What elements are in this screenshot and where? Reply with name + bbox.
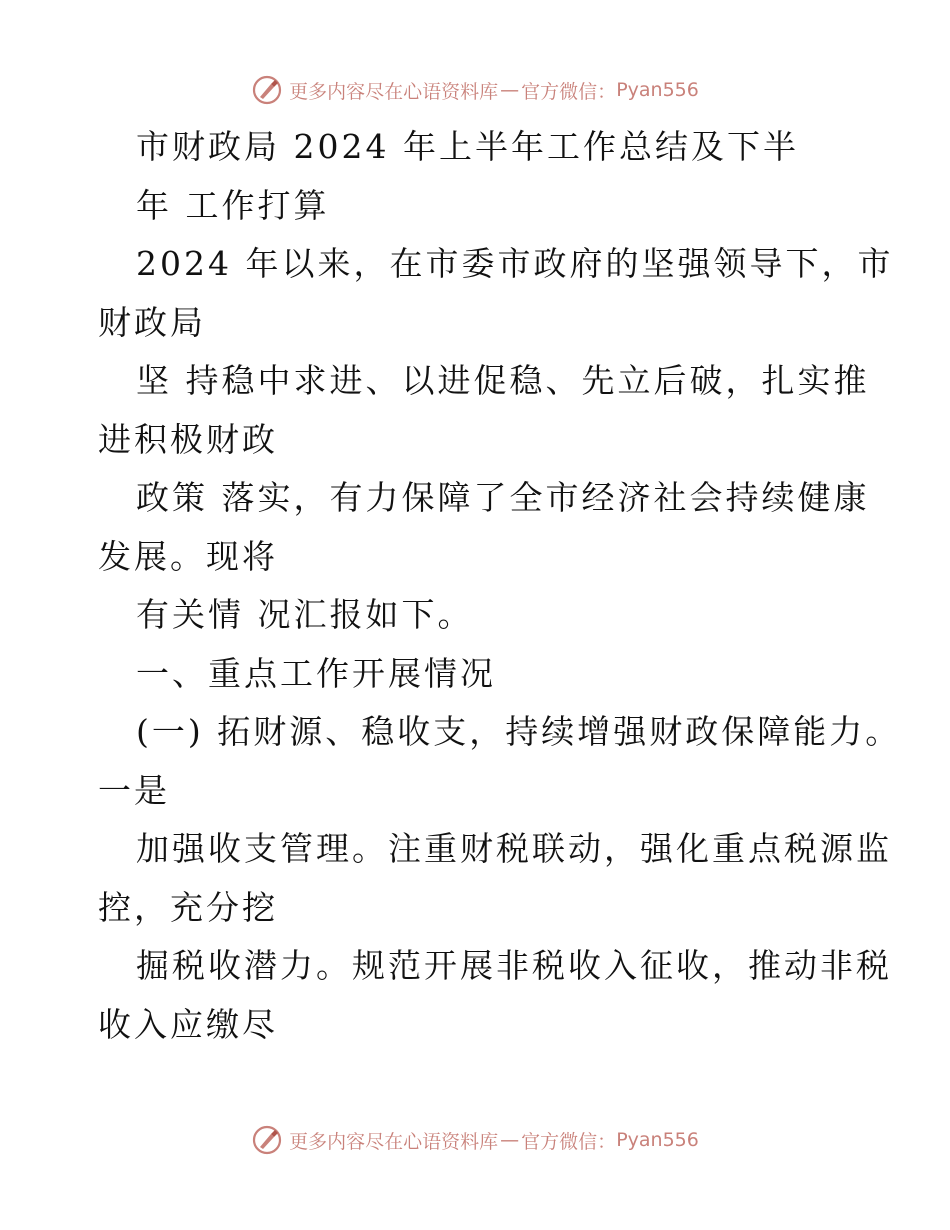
title-line-2: 年 工作打算 (136, 185, 330, 225)
pen-in-circle-logo-icon (251, 74, 283, 106)
watermark-text: 更多内容尽在心语资料库 (289, 1130, 499, 1153)
watermark-brand: Pyan556 (616, 79, 699, 101)
watermark-separator: — (500, 79, 520, 101)
watermark-label: 官方微信： (521, 1130, 617, 1153)
paragraph-line: 政策 落实，有力保障了全市经济社会持续健康 (136, 478, 870, 517)
paragraph-line: 进积极财政 (98, 419, 278, 459)
paragraph-line: 加强收支管理。注重财税联动，强化重点税源监 (136, 829, 892, 868)
pen-in-circle-logo-icon (251, 1124, 283, 1156)
paragraph-line: 一是 (98, 770, 170, 810)
paragraph-line: 有关情 况汇报如下。 (136, 595, 474, 634)
footer-watermark (0, 1120, 950, 1160)
title-line-1: 市财政局 2024 年上半年工作总结及下半 (136, 127, 799, 166)
subsection-heading: (一) 拓财源、稳收支，持续增强财政保障能力。 (136, 712, 902, 751)
paragraph-line: 控，充分挖 (98, 887, 278, 927)
watermark-text: 更多内容尽在心语资料库 (289, 80, 499, 103)
watermark-separator: — (500, 1129, 520, 1151)
paragraph-line: 财政局 (98, 302, 206, 342)
paragraph-line: 2024 年以来，在市委市政府的坚强领导下，市 (136, 244, 894, 283)
paragraph-line: 发展。现将 (98, 536, 278, 576)
watermark-label: 官方微信： (521, 80, 617, 103)
paragraph-line: 掘税收潜力。规范开展非税收入征收，推动非税 (136, 946, 892, 985)
document-body (98, 118, 902, 1054)
paragraph-line: 坚 持稳中求进、以进促稳、先立后破，扎实推 (136, 361, 870, 400)
watermark-brand: Pyan556 (616, 1129, 699, 1151)
paragraph-line: 收入应缴尽 (98, 1004, 278, 1044)
header-watermark (0, 70, 950, 110)
section-heading: 一、重点工作开展情况 (136, 653, 496, 693)
